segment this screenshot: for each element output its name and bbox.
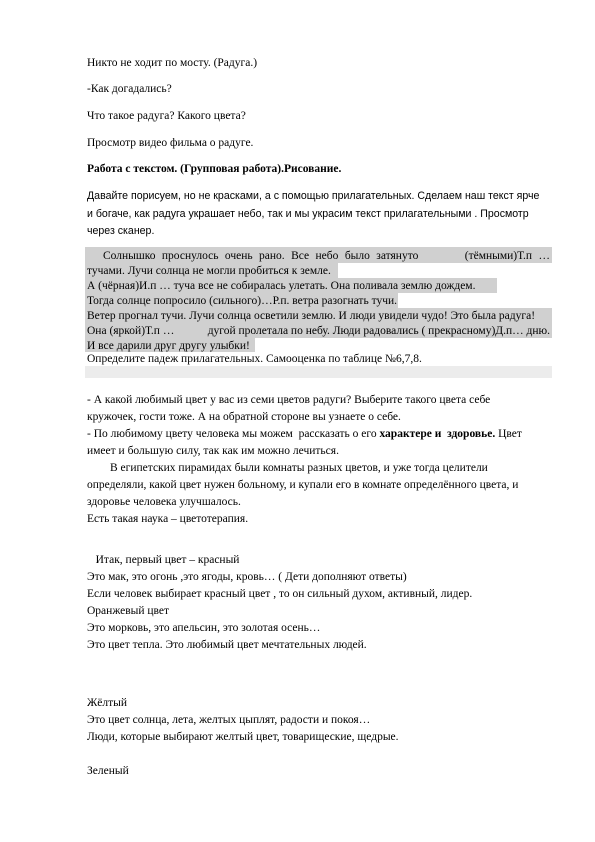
exercise-word: Все bbox=[291, 250, 310, 262]
color-heading: Итак, первый цвет – красный bbox=[87, 554, 240, 566]
exercise-word: … bbox=[538, 250, 550, 262]
question-line: -Как догадались? bbox=[87, 83, 172, 95]
body-line: Есть такая наука – цветотерапия. bbox=[87, 513, 249, 525]
exercise-segment: Она (яркой)Т.п … bbox=[87, 325, 175, 337]
body-line: Это мак, это огонь ,это ягоды, кровь… ( Дети дополняют ответы) bbox=[87, 571, 407, 583]
exercise-task-line: Определите падеж прилагательных. Самооценка по таблице №6,7,8. bbox=[87, 353, 422, 365]
body-line: определяли, какой цвет нужен больному, и купали его в комнате определённого цвета, и bbox=[87, 479, 519, 491]
body-line: Это цвет солнца, лета, желтых цыплят, радости и покоя… bbox=[87, 714, 371, 726]
body-line: В египетских пирамидах были комнаты разных цветов, и уже тогда целители bbox=[87, 462, 488, 474]
color-heading: Зеленый bbox=[87, 765, 129, 777]
exercise-word: очень bbox=[224, 250, 253, 262]
exercise-word: затянуто bbox=[376, 250, 419, 262]
bold-phrase: характере и здоровье. bbox=[379, 428, 496, 440]
exercise-line: Ветер прогнал тучи. Лучи солнца осветили землю. И люди увидели чудо! Это была радуга! bbox=[87, 310, 536, 322]
exercise-line: И все дарили друг другу улыбки! bbox=[87, 340, 250, 352]
highlight-band bbox=[85, 366, 552, 378]
exercise-word: Солнышко bbox=[103, 250, 156, 262]
exercise-line bbox=[87, 324, 550, 338]
section-heading: Работа с текстом. (Групповая работа).Рисование. bbox=[87, 163, 342, 175]
exercise-word: небо bbox=[315, 250, 339, 262]
question-line: Что такое радуга? Какого цвета? bbox=[87, 110, 246, 122]
body-line: - А какой любимый цвет у вас из семи цветов радуги? Выберите такого цвета себе bbox=[87, 394, 491, 406]
exercise-line: А (чёрная)И.п … туча все не собиралась улетать. Она поливала землю дождем. bbox=[87, 280, 476, 292]
body-line: кружочек, гости тоже. А на обратной стороне вы узнаете о себе. bbox=[87, 411, 401, 423]
body-segment: Цвет bbox=[495, 428, 522, 440]
riddle-line: Никто не ходит по мосту. (Радуга.) bbox=[87, 57, 258, 69]
exercise-word: (тёмными)Т.п bbox=[464, 250, 533, 262]
color-heading: Оранжевый цвет bbox=[87, 605, 170, 617]
exercise-word: проснулось bbox=[161, 250, 219, 262]
video-line: Просмотр видео фильма о радуге. bbox=[87, 137, 254, 149]
task-line: и богаче, как радуга украшает небо, так и мы украсим текст прилагательными . Просмотр bbox=[87, 208, 529, 220]
color-heading: Жёлтый bbox=[87, 697, 128, 709]
body-line: Люди, которые выбирают желтый цвет, товарищеские, щедрые. bbox=[87, 731, 399, 743]
exercise-word: было bbox=[344, 250, 370, 262]
body-line: Если человек выбирает красный цвет , то он сильный духом, активный, лидер. bbox=[87, 588, 473, 600]
body-line bbox=[87, 427, 522, 441]
exercise-line bbox=[103, 249, 550, 263]
body-line: имеет и большую силу, так как им можно лечиться. bbox=[87, 445, 339, 457]
body-line: здоровье человека улучшалось. bbox=[87, 496, 241, 508]
body-line: Это цвет тепла. Это любимый цвет мечтательных людей. bbox=[87, 639, 367, 651]
body-segment: - По любимому цвету человека мы можем рассказать о его bbox=[87, 428, 380, 440]
task-line: через сканер. bbox=[87, 225, 155, 237]
exercise-line: Тогда солнце попросило (сильного)…Р.п. ветра разогнать тучи. bbox=[87, 295, 398, 307]
exercise-line: тучами. Лучи солнца не могли пробиться к земле. bbox=[87, 265, 331, 277]
exercise-word: рано. bbox=[259, 250, 285, 262]
task-line: Давайте порисуем, но не красками, а с помощью прилагательных. Сделаем наш текст ярче bbox=[87, 190, 540, 202]
exercise-segment: дугой пролетала по небу. Люди радовались ( прекрасному)Д.п… дню. bbox=[207, 325, 550, 337]
body-line: Это морковь, это апельсин, это золотая осень… bbox=[87, 622, 321, 634]
